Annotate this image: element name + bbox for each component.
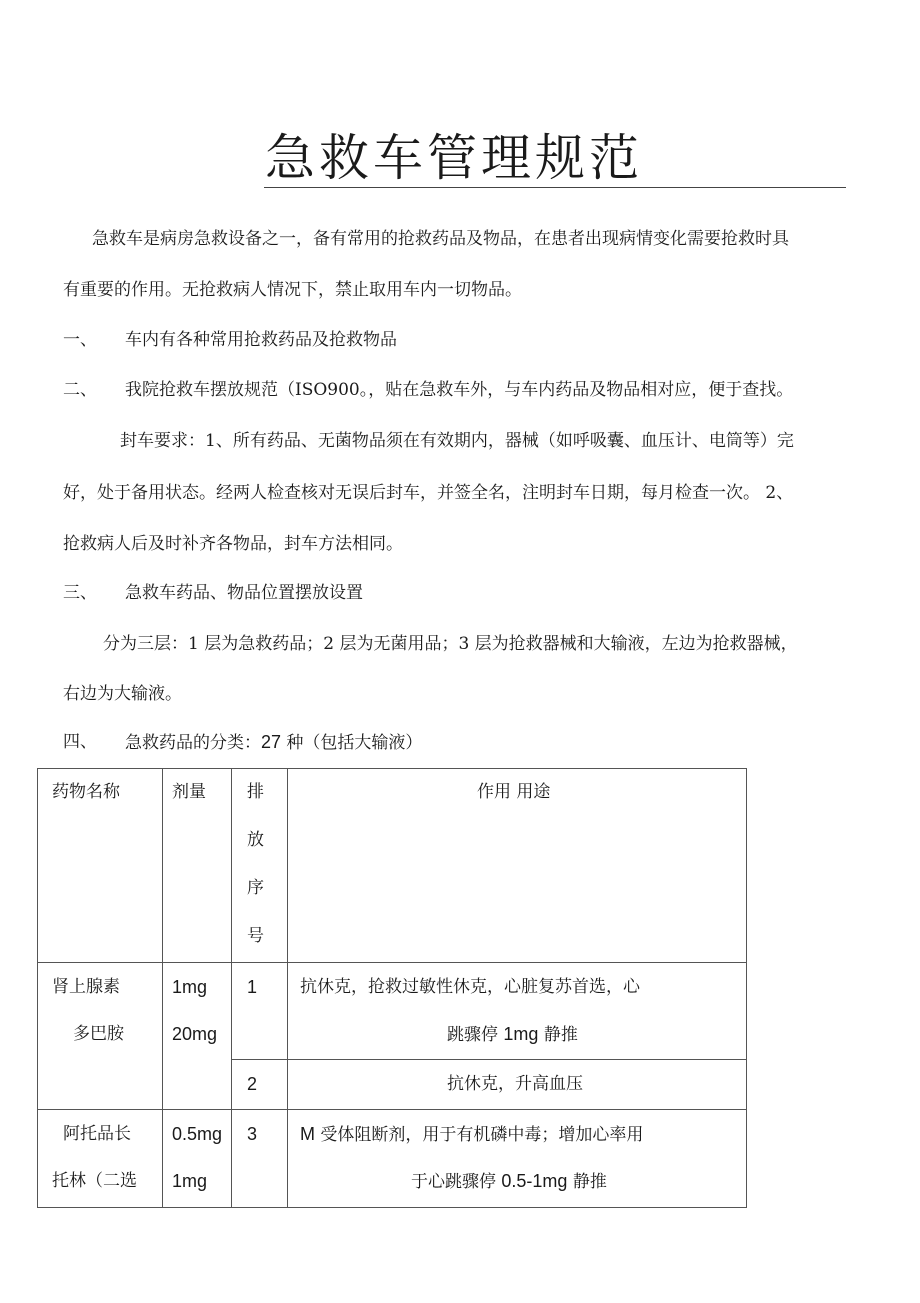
seal-requirements-line-1: 封车要求：1、所有药品、无菌物品须在有效期内，器械（如呼吸囊、血压计、电筒等）完: [120, 431, 794, 451]
header-usage: 作用 用途: [477, 782, 551, 802]
section-4-prefix: 急救药品的分类：: [125, 733, 261, 753]
table-header-row: [38, 769, 747, 963]
section-2-text: 我院抢救车摆放规范（ISO900。，贴在急救车外，与车内药品及物品相对应，便于查找。: [125, 380, 794, 400]
seal-requirements-line-2: 好，处于备用状态。经两人检查核对无误后封车，并签全名，注明封车日期，每月检查一次。 2、: [63, 483, 794, 503]
row-3-usage-cell: [288, 1110, 747, 1208]
row-3-usage-line-2: [411, 1169, 607, 1194]
row-3-name-line-2: 托林（二选: [52, 1171, 137, 1191]
row-3-usage-line-2-pre: 于心跳骤停: [411, 1172, 502, 1192]
row-1-usage-line-1: 抗休克，抢救过敏性休克，心脏复苏首选，心: [300, 977, 640, 997]
row-1-usage-cell: [288, 963, 747, 1060]
row-1-order: 1: [247, 977, 258, 997]
row-1-usage-line-2-pre: 跳骤停: [447, 1025, 504, 1045]
row-1-usage-line-2: [447, 1022, 578, 1047]
row-3-dose-line-2: 1mg: [172, 1171, 208, 1191]
row-1-dose-line-2: 20mg: [172, 1024, 218, 1044]
section-4-suffix: 种（包括大输液）: [281, 733, 423, 753]
section-4-number: 四、: [63, 732, 97, 752]
header-name: 药物名称: [52, 782, 120, 802]
section-3-number: 三、: [63, 583, 97, 603]
header-order-char-4: 号: [247, 926, 264, 946]
document-title: 急救车管理规范: [265, 129, 643, 187]
row-1-name-cell: [38, 963, 163, 1110]
header-order-cell: [232, 769, 288, 963]
row-3-name-line-1: 阿托品长: [63, 1124, 131, 1144]
table-row: [38, 1110, 747, 1208]
row-3-usage-line-1: [300, 1122, 643, 1147]
intro-line-1: 急救车是病房急救设备之一，备有常用的抢救药品及物品，在患者出现病情变化需要抢救时具: [92, 229, 789, 249]
layers-line-2: 右边为大输液。: [63, 684, 182, 704]
row-3-name-cell: [38, 1110, 163, 1208]
section-2-number: 二、: [63, 380, 97, 400]
section-3-text: 急救车药品、物品位置摆放设置: [125, 583, 363, 603]
header-name-cell: [38, 769, 163, 963]
row-2-usage: 抗休克，升高血压: [447, 1074, 583, 1094]
header-dose-cell: [163, 769, 232, 963]
header-usage-cell: [288, 769, 747, 963]
row-3-usage-receptor: M: [300, 1124, 315, 1144]
title-underline: [264, 187, 846, 188]
row-3-order-cell: [232, 1110, 288, 1208]
row-1-usage-line-2-post: 静推: [538, 1025, 578, 1045]
row-1-order-cell: [232, 963, 288, 1060]
row-3-dose-line-1: 0.5mg: [172, 1124, 223, 1144]
section-1-number: 一、: [63, 330, 97, 350]
drug-count: 27: [261, 732, 282, 752]
row-3-order: 3: [247, 1124, 258, 1144]
header-order-char-3: 序: [247, 878, 264, 898]
intro-line-2: 有重要的作用。无抢救病人情况下，禁止取用车内一切物品。: [63, 280, 522, 300]
row-2-order-cell: [232, 1060, 288, 1110]
section-1-text: 车内有各种常用抢救药品及抢救物品: [125, 330, 397, 350]
layers-line-1: 分为三层：1 层为急救药品；2 层为无菌用品；3 层为抢救器械和大输液，左边为抢救器械，: [103, 634, 798, 654]
row-1-usage-dose: 1mg: [503, 1024, 539, 1044]
seal-requirements-line-3: 抢救病人后及时补齐各物品，封车方法相同。: [63, 534, 403, 554]
row-3-usage-dose: 0.5-1mg: [501, 1171, 568, 1191]
row-3-usage-line-1-text: 受体阻断剂，用于有机磷中毒；增加心率用: [315, 1125, 644, 1145]
row-1-name-line-2: 多巴胺: [73, 1024, 124, 1044]
row-1-name-line-1: 肾上腺素: [52, 977, 120, 997]
row-2-order: 2: [247, 1074, 258, 1094]
header-order-char-1: 排: [247, 782, 264, 802]
row-2-usage-cell: [288, 1060, 747, 1110]
section-4-text: [125, 730, 422, 755]
header-dose: 剂量: [172, 782, 206, 802]
header-order-char-2: 放: [247, 830, 264, 850]
table-row: [38, 963, 747, 1060]
drug-table: [37, 768, 747, 1208]
row-1-dose-line-1: 1mg: [172, 977, 208, 997]
row-3-usage-line-2-post: 静推: [567, 1172, 607, 1192]
row-3-dose-cell: [163, 1110, 232, 1208]
row-1-dose-cell: [163, 963, 232, 1110]
